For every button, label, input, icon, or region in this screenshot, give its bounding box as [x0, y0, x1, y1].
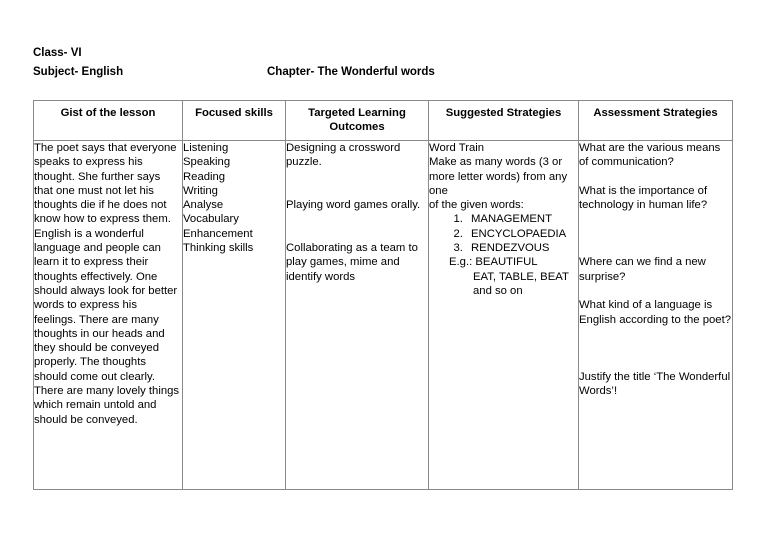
cell-targeted-learning-outcomes: [286, 141, 429, 490]
strategy-intro-line-1: Make as many words (3 or more letter words) from any one: [429, 156, 568, 197]
document-header: [33, 44, 733, 82]
table-header-row: [34, 101, 733, 141]
spacer: [579, 170, 732, 184]
assessment-question: Where can we find a new surprise?: [579, 256, 706, 283]
focused-skill-item: Enhancement: [183, 227, 253, 240]
subject-label: Subject- English: [33, 66, 124, 78]
focused-skill-item: Writing: [183, 184, 218, 197]
column-header-focused-skills: Focused skills: [183, 101, 286, 141]
cell-gist-of-the-lesson: [34, 141, 183, 490]
focused-skill-item: Speaking: [183, 156, 231, 169]
strategy-word-list: [429, 212, 578, 255]
column-header-targeted-learning-outcomes: Targeted Learning Outcomes: [286, 101, 429, 141]
class-line: [33, 44, 733, 63]
column-header-assessment-strategies: Assessment Strategies: [579, 101, 733, 141]
learning-outcome-item: Designing a crossword puzzle.: [286, 142, 401, 169]
focused-skill-item: Reading: [183, 170, 226, 183]
assessment-question: Justify the title ‘The Wonderful Words’!: [579, 370, 731, 398]
lesson-plan-table: [33, 100, 733, 490]
spacer: [579, 327, 732, 370]
cell-assessment-strategies: [579, 141, 733, 490]
focused-skill-item: Listening: [183, 142, 229, 154]
table-body-row: [34, 141, 733, 490]
learning-outcome-item: Collaborating as a team to play games, mime and identify words: [286, 242, 418, 283]
assessment-question: What is the importance of technology in human life?: [579, 184, 708, 212]
assessment-question: What kind of a language is English according to the poet?: [579, 299, 731, 326]
column-header-suggested-strategies: Suggested Strategies: [429, 101, 579, 141]
spacer: [286, 170, 428, 199]
focused-skill-item: Vocabulary: [183, 213, 239, 226]
strategy-example-tail: and so on: [473, 284, 523, 297]
cell-focused-skills: [183, 141, 286, 490]
strategy-word-item: 3. RENDEZVOUS: [466, 241, 578, 255]
strategy-example-label: E.g.: BEAUTIFUL: [449, 256, 538, 269]
strategy-word-item: 1. MANAGEMENT: [466, 212, 578, 226]
class-label: Class- VI: [33, 47, 82, 59]
spacer: [579, 284, 732, 298]
subject-line: [33, 63, 733, 82]
strategy-intro-line-2: of the given words:: [429, 199, 524, 212]
spacer: [579, 212, 732, 255]
assessment-question: What are the various means of communication?: [579, 142, 721, 169]
cell-suggested-strategies: [429, 141, 579, 490]
strategy-word-item: 2. ENCYCLOPAEDIA: [466, 227, 578, 241]
spacer: [286, 212, 428, 241]
chapter-label: Chapter- The Wonderful words: [267, 66, 435, 78]
strategy-title: Word Train: [429, 142, 485, 154]
focused-skill-item: Analyse: [183, 199, 224, 212]
focused-skill-item: Thinking skills: [183, 242, 254, 255]
column-header-gist: Gist of the lesson: [34, 101, 183, 141]
gist-paragraph: The poet says that everyone speaks to express his thought. She further says that one must not let his thoughts die if he does not know how to express them. English is a wonderful language and people can learn it to express their thoughts effectively. One should always look for better words to express his feelings. There are many thoughts in our heads and they should be conveyed properly. The thoughts should come out clearly. There are many lovely things which remain untold and should be conveyed.: [34, 142, 180, 426]
learning-outcome-item: Playing word games orally.: [286, 199, 421, 212]
strategy-example-words: EAT, TABLE, BEAT: [473, 270, 569, 283]
